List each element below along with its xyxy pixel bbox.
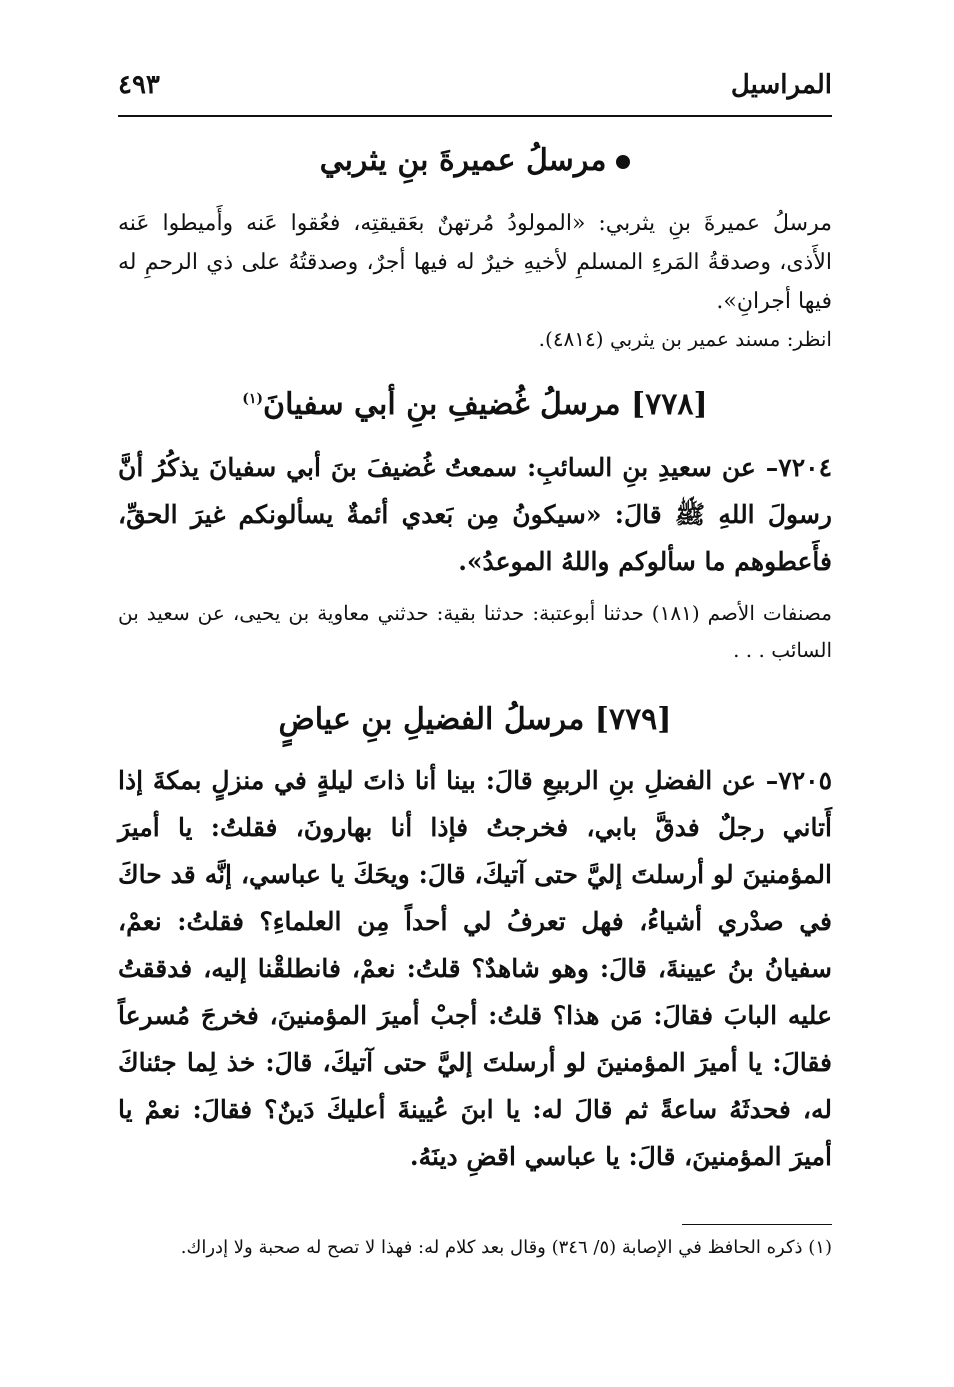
footnote: (١) ذكره الحافظ في الإصابة (٥/ ٣٤٦) وقال بعد كلام له: فهذا لا تصح له صحبة ولا إدراك. (180, 1237, 832, 1258)
section-title-fudayl (118, 699, 832, 741)
section-title-ghudayf (118, 384, 832, 426)
section-title-text: مرسلُ عميرةَ بنِ يثربي (319, 143, 607, 178)
page-content (118, 140, 832, 1180)
header-divider (118, 115, 832, 117)
section-title-text: [٧٧٩] مرسلُ الفضيلِ بنِ عياضٍ (278, 702, 672, 737)
running-title: المراسيل (730, 70, 832, 100)
section-title-text: [٧٧٨] مرسلُ غُضيفِ بنِ أبي سفيانَ (263, 387, 708, 422)
bullet-icon (616, 155, 630, 169)
hadith-7204: ٧٢٠٤– عن سعيدِ بنِ السائبِ: سمعتُ غُضيفَ بنَ أبي سفيانَ يذكُرُ أنَّ رسولَ اللهِ ﷺ قالَ: «سيكونُ مِن بَعدي أئمةٌ يسألونكم غيرَ الحقِّ، فأَعطوهم ما سألوكم واللهُ الموعدُ». (118, 453, 832, 576)
footnote-divider (682, 1224, 832, 1225)
hadith-source: مصنفات الأصم (١٨١) حدثنا أبوعتبة: حدثنا بقية: حدثني معاوية بن يحيى، عن سعيد بن السائب . . . (118, 601, 832, 662)
page-header (118, 70, 832, 110)
section-title-umayra (118, 140, 832, 182)
cross-reference: انظر: مسند عمير بن يثربي (٤٨١٤). (538, 327, 832, 351)
hadith-7205: ٧٢٠٥– عن الفضلِ بنِ الربيعِ قالَ: بينا أنا ذاتَ ليلةٍ في منزلٍ بمكةَ إذا أَتاني رجلٌ فدقَّ بابي، فخرجتُ فإذا أنا بهارونَ، فقلتُ: يا أميرَ المؤمنينَ لو أرسلتَ إليَّ حتى آتيكَ، قالَ: ويحَكَ يا عباسي، إنَّه قد حاكَ في صدْري أشياءُ، فهل تعرفُ لي أحداً مِن العلماءِ؟ فقلتُ: نعمْ، سفيانُ بنُ عيينةَ، قالَ: وهو شاهدٌ؟ قلتُ: نعمْ، فانطلقْنا إليه، فدققتُ عليه البابَ فقالَ: مَن هذا؟ قلتُ: أجبْ أميرَ المؤمنينَ، فخرجَ مُسرعاً فقالَ: يا أميرَ المؤمنينَ لو أرسلتَ إليَّ حتى آتيكَ، قالَ: خذ لِما جئناكَ له، فحدثَهُ ساعةً ثم قالَ له: يا ابنَ عُيينةَ أعليكَ دَينٌ؟ فقالَ: نعمْ يا أميرَ المؤمنينَ، قالَ: يا عباسي اقضِ دينَهُ. (118, 766, 832, 1171)
mursal-text: مرسلُ عميرةَ بنِ يثربي: «المولودُ مُرتهنٌ بعَقيقتِه، فعُقوا عَنه وأَميطوا عَنه الأَذى، وصدقةُ المَرءِ المسلمِ لأخيهِ خيرٌ له فيها أجرٌ، وصدقتُهُ على ذي الرحمِ له فيها أجرانِ». (118, 211, 832, 314)
page-number: ٤٩٣ (118, 70, 160, 100)
footnote-marker: (١) (242, 391, 264, 407)
